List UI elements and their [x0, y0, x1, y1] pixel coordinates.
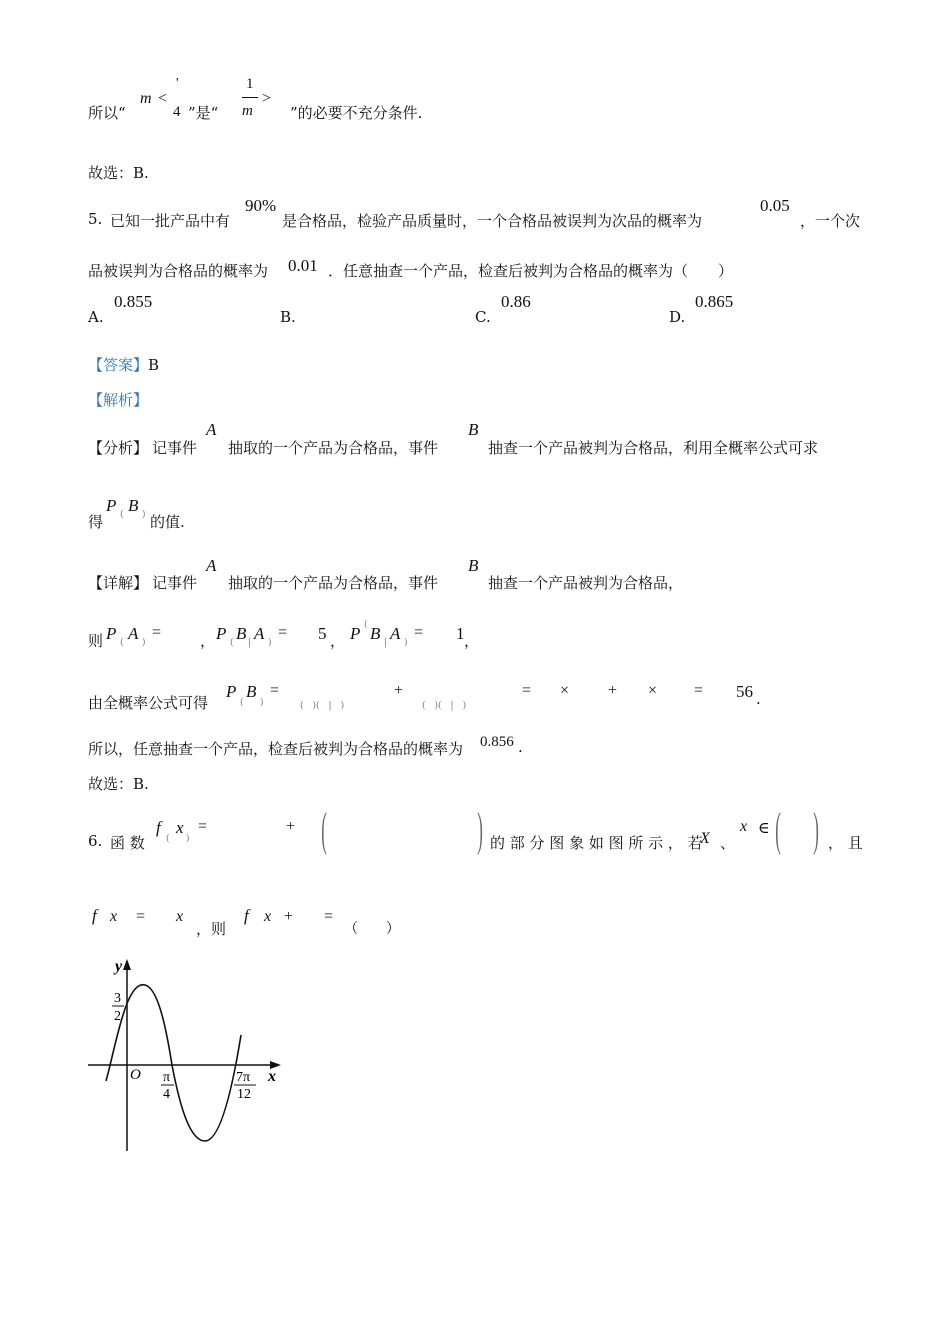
question-5-line-1: 5. 已知一批产品中有 90% 是合格品，检验产品质量时，一个合格品被误判为次品的概率为 0.05 ，一个次 [88, 196, 861, 230]
conclusion-line: 所以，任意抽查一个产品，检查后被判为合格品的概率为 0.856 . [88, 734, 523, 758]
y-tick-num: 3 [114, 991, 121, 1006]
question-6-line-2: f x = x ，则 f x + = （ ） [92, 906, 400, 938]
analysis-tag: 【解析】 [88, 391, 149, 409]
choose-b-1: 故选：B. [88, 164, 149, 182]
x-tick-1-den: 4 [163, 1087, 170, 1102]
x-axis-label: x [268, 1068, 276, 1085]
question-6-line-1: 6. 函 数 f ( x ) = + ( ) 的 部 分 图 象 如 图 所 示 ， 若 X 、 x ∈ ( ) ， 且 [88, 803, 863, 856]
question-5-line-2: 品被误判为合格品的概率为 0.01 ．任意抽查一个产品，检查后被判为合格品的概率为（ ） [88, 256, 734, 280]
fenxi-line-1: 【分析】 记事件 A 抽取的一个产品为合格品，事件 B 抽查一个产品被判为合格品，利用全概率公式可求 [88, 420, 819, 457]
total-probability-line: 由全概率公式可得 P ( B ) = ( )( | ) + ( )( | ) = × + × = 56 . [88, 682, 761, 712]
x-tick-2-num: 7π [236, 1070, 251, 1085]
answer-tag: 【答案】 [88, 356, 149, 374]
choose-b-2: 故选：B. [88, 775, 149, 793]
function-graph [88, 955, 288, 1155]
fraction-bar [242, 97, 258, 98]
probability-values-line: 则 P ( A ) = ， P ( B | A ) = 5 ， P ( B | A ) = 1 ， [88, 620, 480, 650]
answer-value: B [148, 356, 160, 374]
y-axis-arrow [123, 959, 131, 970]
question-5-options: A. 0.855 B. C. 0.86 D. 0.865 [88, 292, 734, 326]
x-tick-2-den: 12 [237, 1087, 251, 1102]
origin-label: O [130, 1067, 141, 1083]
x-tick-1-num: π [163, 1070, 171, 1085]
fenxi-line-2: 得 P ( B ) 的值. [88, 496, 185, 531]
y-tick-den: 2 [114, 1009, 121, 1024]
xiangjie-line: 【详解】 记事件 A 抽取的一个产品为合格品，事件 B 抽查一个产品被判为合格品， [88, 556, 684, 592]
answer-line [88, 354, 159, 375]
y-axis-label: y [115, 958, 123, 975]
